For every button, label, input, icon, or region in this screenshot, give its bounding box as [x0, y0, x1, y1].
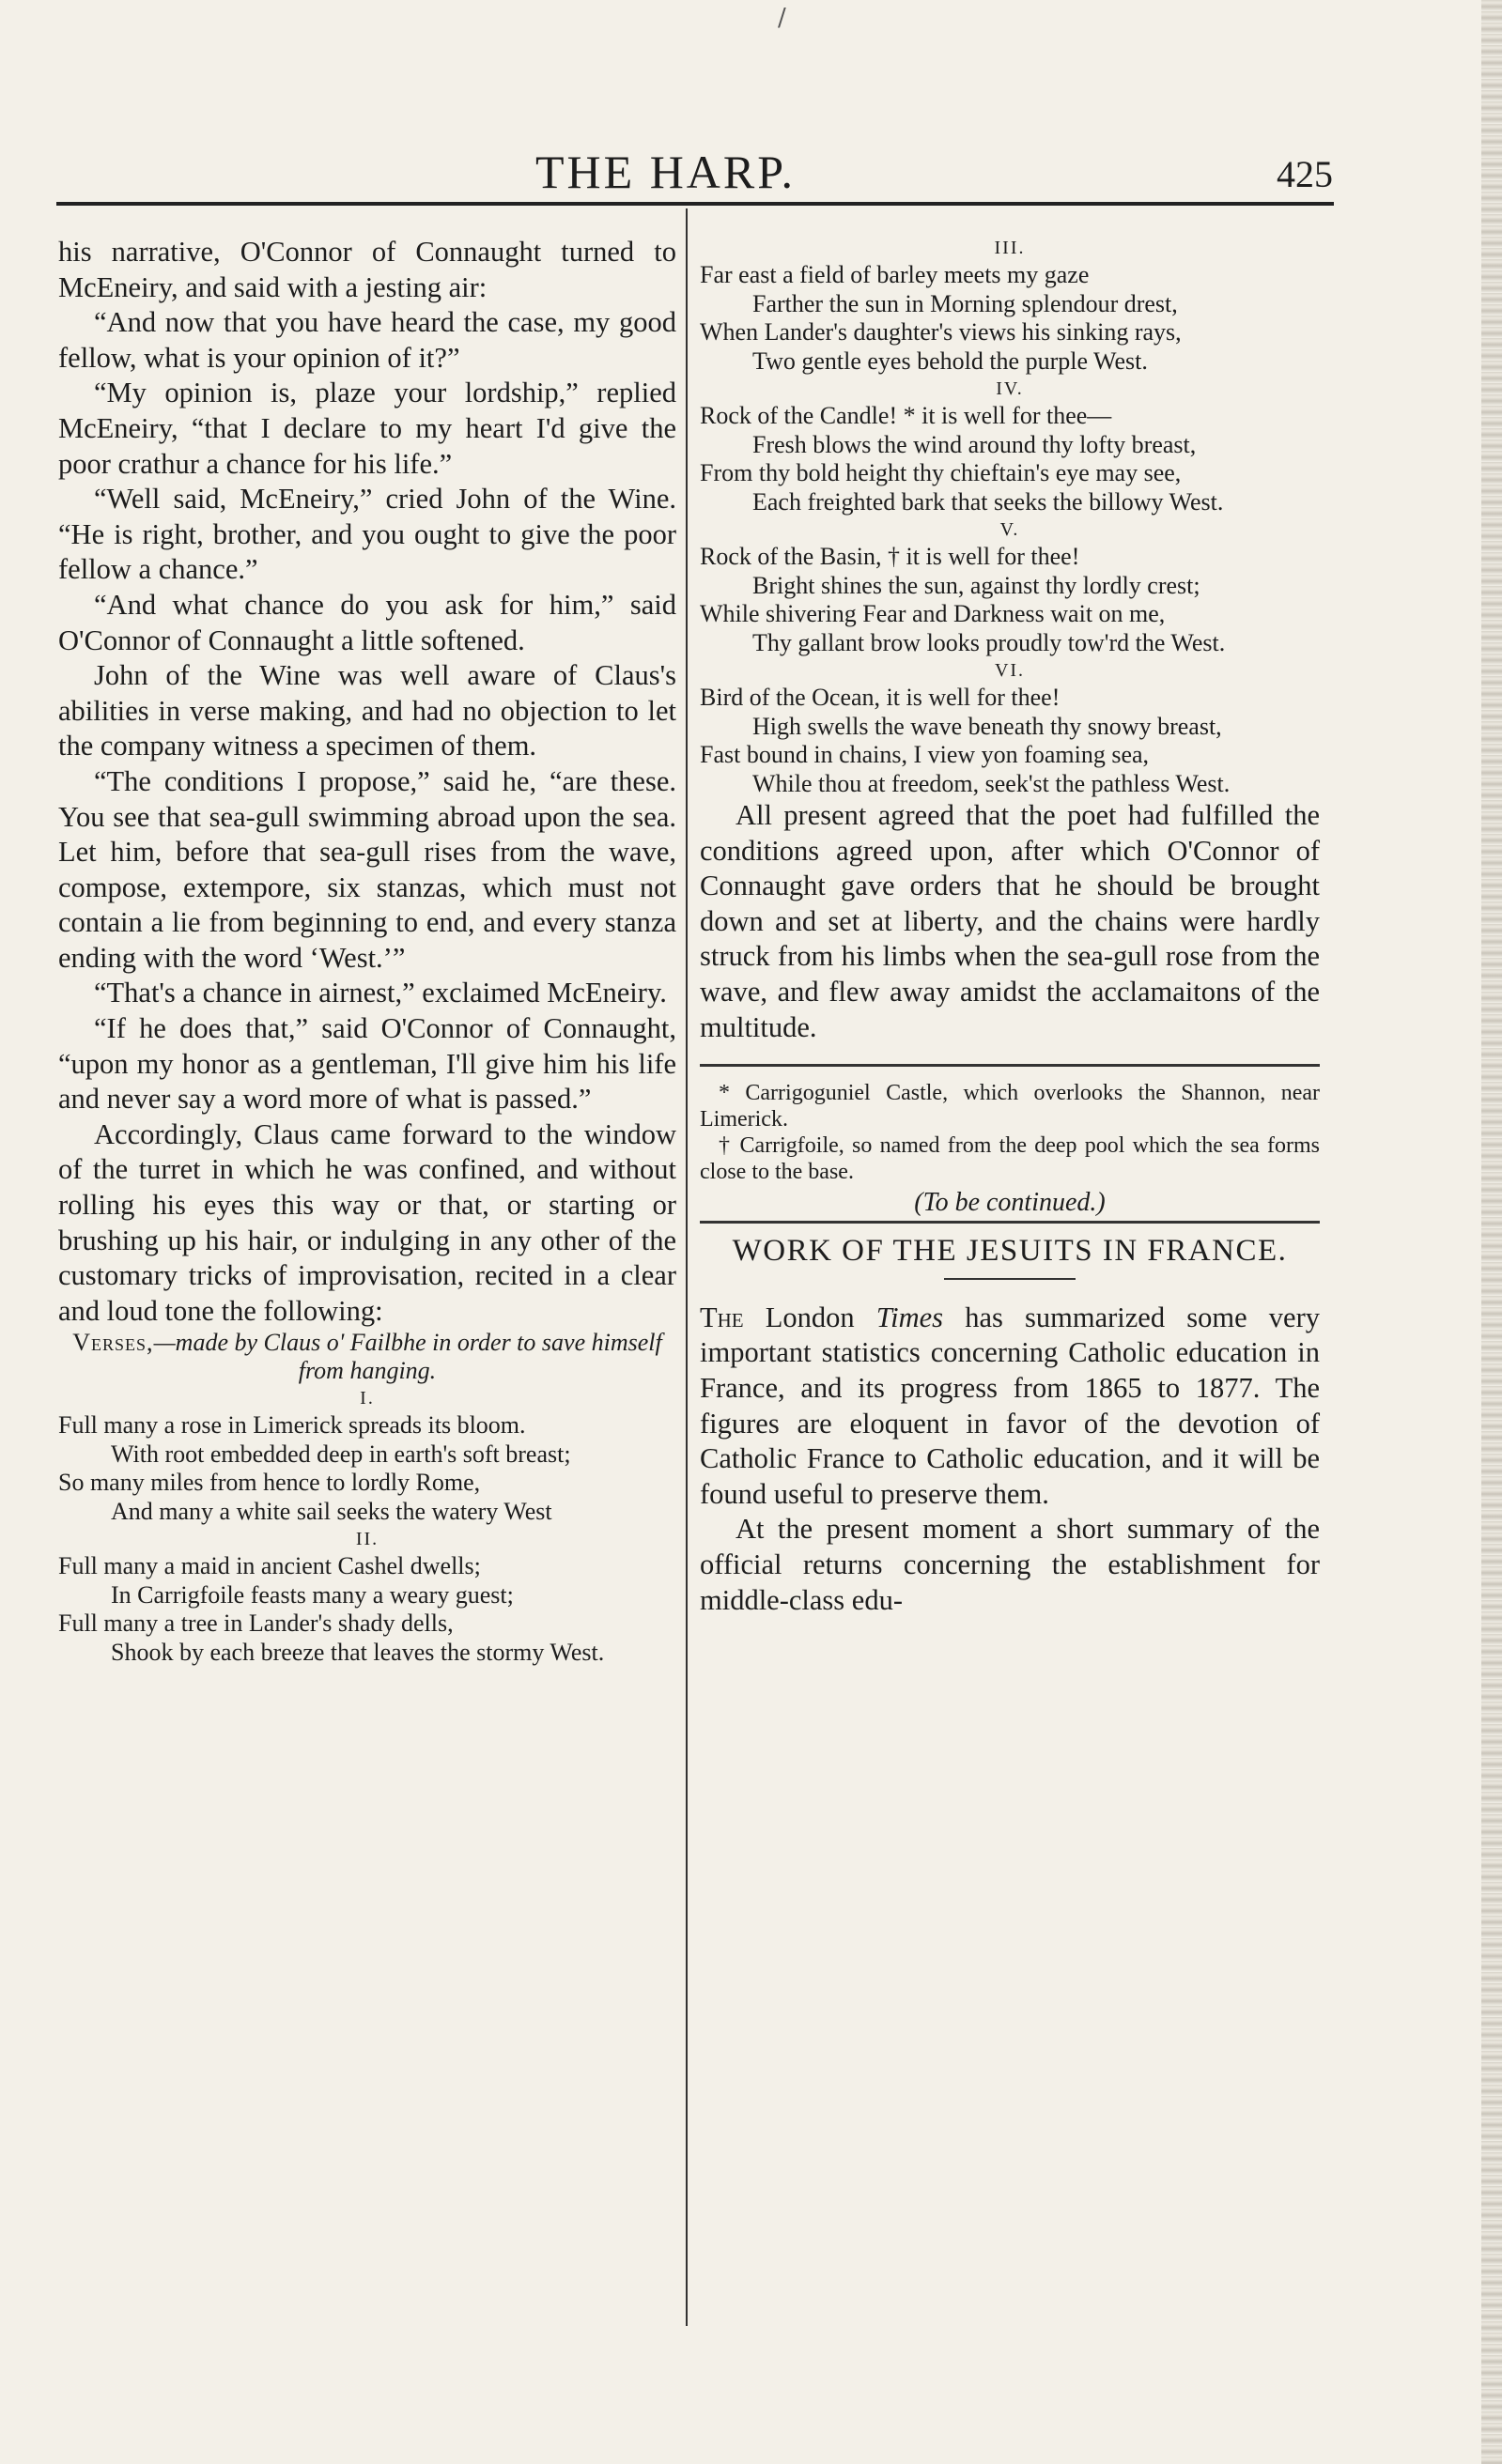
article-paragraph: [700, 1301, 1320, 1513]
paragraph: “And what chance do you ask for him,” said O'Connor of Connaught a little softened.: [58, 588, 676, 656]
stanza-numeral: III.: [994, 238, 1026, 258]
verse-line: While shivering Fear and Darkness wait on me,: [700, 600, 1166, 627]
stanza-numeral: II.: [355, 1529, 379, 1550]
paragraph: “That's a chance in airnest,” exclaimed McEneiry.: [94, 977, 667, 1009]
paragraph: “If he does that,” said O'Connor of Connaught, “upon my honor as a gentleman, I'll give him his life and never say a word more of what is passed.”: [58, 1012, 676, 1116]
paragraph: “And now that you have heard the case, my good fellow, what is your opinion of it?”: [58, 306, 676, 374]
stanza: [58, 1411, 676, 1526]
top-mark: /: [778, 4, 786, 32]
running-title: THE HARP.: [535, 146, 797, 198]
verse-line: Farther the sun in Morning splendour drest,: [752, 289, 1178, 317]
verse-line: Rock of the Candle! * it is well for thee—: [700, 402, 1112, 429]
verse-line: High swells the wave beneath thy snowy breast,: [752, 712, 1222, 740]
verse-line: Fresh blows the wind around thy lofty breast,: [752, 430, 1197, 458]
page-number: 425: [1277, 153, 1333, 195]
verse-line: Two gentle eyes behold the purple West.: [752, 346, 1148, 375]
stanza-numeral: I.: [360, 1388, 375, 1409]
right-column: [700, 235, 1320, 1618]
verse-line: From thy bold height thy chieftain's eye may see,: [700, 459, 1182, 486]
stanza: [700, 543, 1320, 657]
verse-line: Each freighted bark that seeks the billowy West.: [752, 487, 1224, 516]
header-rule: [56, 202, 1334, 206]
article-paragraph: At the present moment a short summary of the official returns concerning the establishment for middle-class edu-: [700, 1513, 1320, 1616]
footnote: † Carrigfoile, so named from the deep pool which the sea forms close to the base.: [700, 1133, 1320, 1185]
verses-subtitle: —made by Claus o' Failbhe in order to save himself from hanging.: [153, 1329, 662, 1385]
verse-line: Full many a maid in ancient Cashel dwells;: [58, 1552, 481, 1580]
paragraph: his narrative, O'Connor of Connaught turned to McEneiry, and said with a jesting air:: [58, 236, 676, 303]
stanza-numeral: V.: [999, 519, 1020, 540]
verse-line: And many a white sail seeks the watery West: [111, 1497, 552, 1525]
stanza-numeral: IV.: [996, 378, 1024, 399]
verse-line: With root embedded deep in earth's soft breast;: [111, 1440, 571, 1468]
paragraph: “Well said, McEneiry,” cried John of the Wine. “He is right, brother, and you ought to give the poor fellow a chance.”: [58, 483, 676, 586]
verses-heading: [58, 1329, 676, 1385]
title-rule: [944, 1278, 1076, 1280]
text-run: has summarized some very important statistics concerning Catholic education in France, and its progress from 1865 to 1877. The figures are eloquent in favor of the devotion of Catholic France to Catholic education, and it will be found useful to preserve them.: [700, 1301, 1320, 1510]
section-rule: [700, 1221, 1320, 1224]
verse-line: Shook by each breeze that leaves the stormy West.: [111, 1638, 605, 1666]
verse-line: Full many a rose in Limerick spreads its bloom.: [58, 1411, 526, 1440]
verse-line: In Carrigfoile feasts many a weary guest;: [111, 1580, 514, 1609]
text-run: London: [743, 1301, 876, 1333]
paragraph: Accordingly, Claus came forward to the window of the turret in which he was confined, and without rolling his eyes this way or that, or starting or brushing up his hair, or indulging in any other of the customary tricks of improvisation, recited in a clear and loud tone the following:: [58, 1117, 676, 1327]
verse-line: When Lander's daughter's views his sinking rays,: [700, 318, 1182, 346]
verse-line: Rock of the Basin, † it is well for thee!: [700, 543, 1080, 570]
paragraph: “The conditions I propose,” said he, “are these. You see that sea-gull swimming abroad upon the sea. Let him, before that sea-gull rises from the wave, compose, extempore, six stanzas, which must not contain a lie from beginning to end, and every stanza ending with the word ‘West.’”: [58, 764, 676, 974]
to-be-continued: (To be continued.): [914, 1188, 1106, 1218]
stanza: [58, 1552, 676, 1667]
verse-line: Thy gallant brow looks proudly tow'rd the West.: [752, 628, 1226, 656]
times-title: Times: [875, 1301, 944, 1333]
paragraph: John of the Wine was well aware of Claus's abilities in verse making, and had no objection to let the company witness a specimen of them.: [58, 659, 676, 762]
footnote-rule: [700, 1064, 1320, 1067]
stanza: [700, 684, 1320, 798]
verse-line: Fast bound in chains, I view yon foaming sea,: [700, 741, 1150, 768]
verse-line: So many miles from hence to lordly Rome,: [58, 1469, 481, 1497]
left-column: [58, 235, 676, 1667]
article-title: WORK OF THE JESUITS IN FRANCE.: [732, 1233, 1288, 1268]
verses-label: Verses,: [72, 1329, 154, 1357]
page-edge: [1481, 0, 1502, 2464]
closing-paragraph: All present agreed that the poet had fulfilled the conditions agreed upon, after which O'Connor of Connaught gave orders that he should be brought down and set at liberty, and the chains were hardly struck from his limbs when the sea-gull rose from the wave, and flew away amidst the acclamaitons of the multitude.: [700, 799, 1320, 1043]
stanza: [700, 261, 1320, 376]
verse-line: While thou at freedom, seek'st the pathless West.: [752, 769, 1231, 797]
lead-word: The: [700, 1301, 744, 1333]
footnote: * Carrigoguniel Castle, which overlooks the Shannon, near Limerick.: [700, 1081, 1320, 1132]
verse-line: Far east a field of barley meets my gaze: [700, 261, 1090, 288]
column-divider: [686, 208, 688, 2326]
stanza: [700, 402, 1320, 516]
paragraph: “My opinion is, plaze your lordship,” replied McEneiry, “that I declare to my heart I'd give the poor crathur a chance for his life.”: [58, 377, 676, 480]
verse-line: Bird of the Ocean, it is well for thee!: [700, 684, 1061, 711]
verse-line: Full many a tree in Lander's shady dells,: [58, 1609, 454, 1638]
stanza-numeral: VI.: [994, 660, 1026, 681]
verse-line: Bright shines the sun, against thy lordly crest;: [752, 571, 1200, 599]
page-header: [56, 141, 1333, 199]
